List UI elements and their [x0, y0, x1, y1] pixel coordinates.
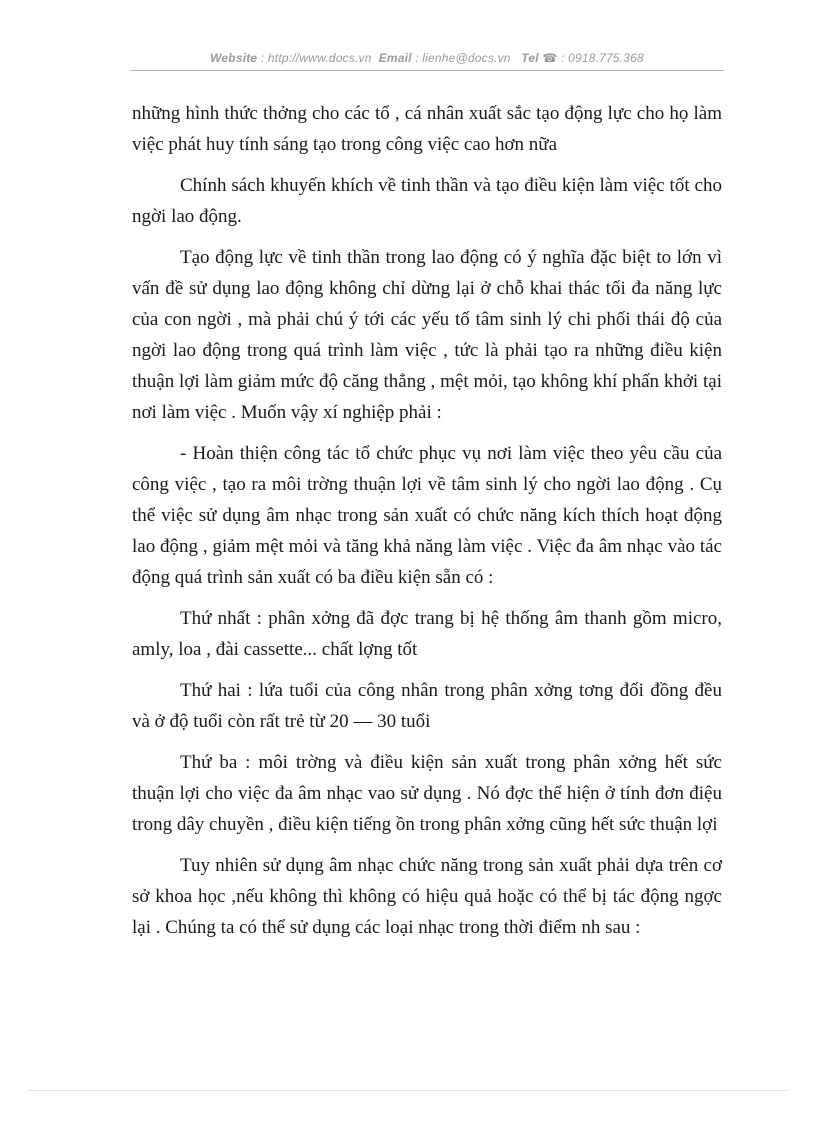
tel-label: Tel [521, 51, 539, 65]
paragraph: Tạo động lực về tinh thần trong lao động có ý nghĩa đặc biệt to lớn vì vấn đề sử dụng lao động không chỉ dừng lại ở chỗ khai thác tối đa năng lực của con ngời , mà phải chú ý tới các yếu tố tâm sinh lý chi phối thái độ của ngời lao động trong quá trình làm việc , tức là phải tạo ra những điều kiện thuận lợi làm giảm mức độ căng thẳng , mệt mỏi, tạo không khí phấn khởi tại nơi làm việc . Muốn vậy xí nghiệp phải : [132, 247, 722, 423]
tel-value: : 0918.775.368 [561, 51, 644, 65]
page-bottom-border [28, 1090, 788, 1091]
email-value: : lienhe@docs.vn [415, 51, 511, 65]
paragraph: Thứ nhất : phân xởng đã đợc trang bị hệ thống âm thanh gồm micro, amly, loa , đài cassette... chất lợng tốt [132, 608, 722, 660]
website-label: Website [210, 51, 258, 65]
email-label: Email [378, 51, 412, 65]
paragraph: Thứ ba : môi trờng và điều kiện sản xuất trong phân xởng hết sức thuận lợi cho việc đa âm nhạc vao sử dụng . Nó đợc thể hiện ở tính đơn điệu trong dây chuyền , điều kiện tiếng ồn trong phân xởng cũng hết sức thuận lợi [132, 752, 722, 835]
paragraph: Thứ hai : lứa tuổi của công nhân trong phân xởng tơng đối đồng đều và ở độ tuổi còn rất trẻ từ 20 — 30 tuổi [132, 680, 722, 732]
header-divider [130, 70, 724, 71]
paragraph: Tuy nhiên sử dụng âm nhạc chức năng trong sản xuất phải dựa trên cơ sở khoa học ,nếu không thì không có hiệu quả hoặc có thể bị tác động ngợc lại . Chúng ta có thể sử dụng các loại nhạc trong thời điểm nh sau : [132, 855, 722, 938]
page-header [130, 51, 724, 65]
website-value: : http://www.docs.vn [260, 51, 372, 65]
paragraph: những hình thức thởng cho các tổ , cá nhân xuất sắc tạo động lực cho họ làm việc phát huy tính sáng tạo trong công việc cao hơn nữa [132, 103, 722, 155]
phone-icon: ☎ [542, 51, 558, 65]
paragraph: - Hoàn thiện công tác tổ chức phục vụ nơi làm việc theo yêu cầu của công việc , tạo ra môi trờng thuận lợi về tâm sinh lý cho ngời lao động . Cụ thể việc sử dụng âm nhạc trong sản xuất có chức năng kích thích hoạt động lao động , giảm mệt mỏi và tăng khả năng làm việc . Việc đa âm nhạc vào tác động quá trình sản xuất có ba điều kiện sẵn có : [132, 443, 722, 588]
paragraph: Chính sách khuyến khích về tinh thần và tạo điều kiện làm việc tốt cho ngời lao động. [132, 175, 722, 227]
document-body [132, 98, 722, 953]
